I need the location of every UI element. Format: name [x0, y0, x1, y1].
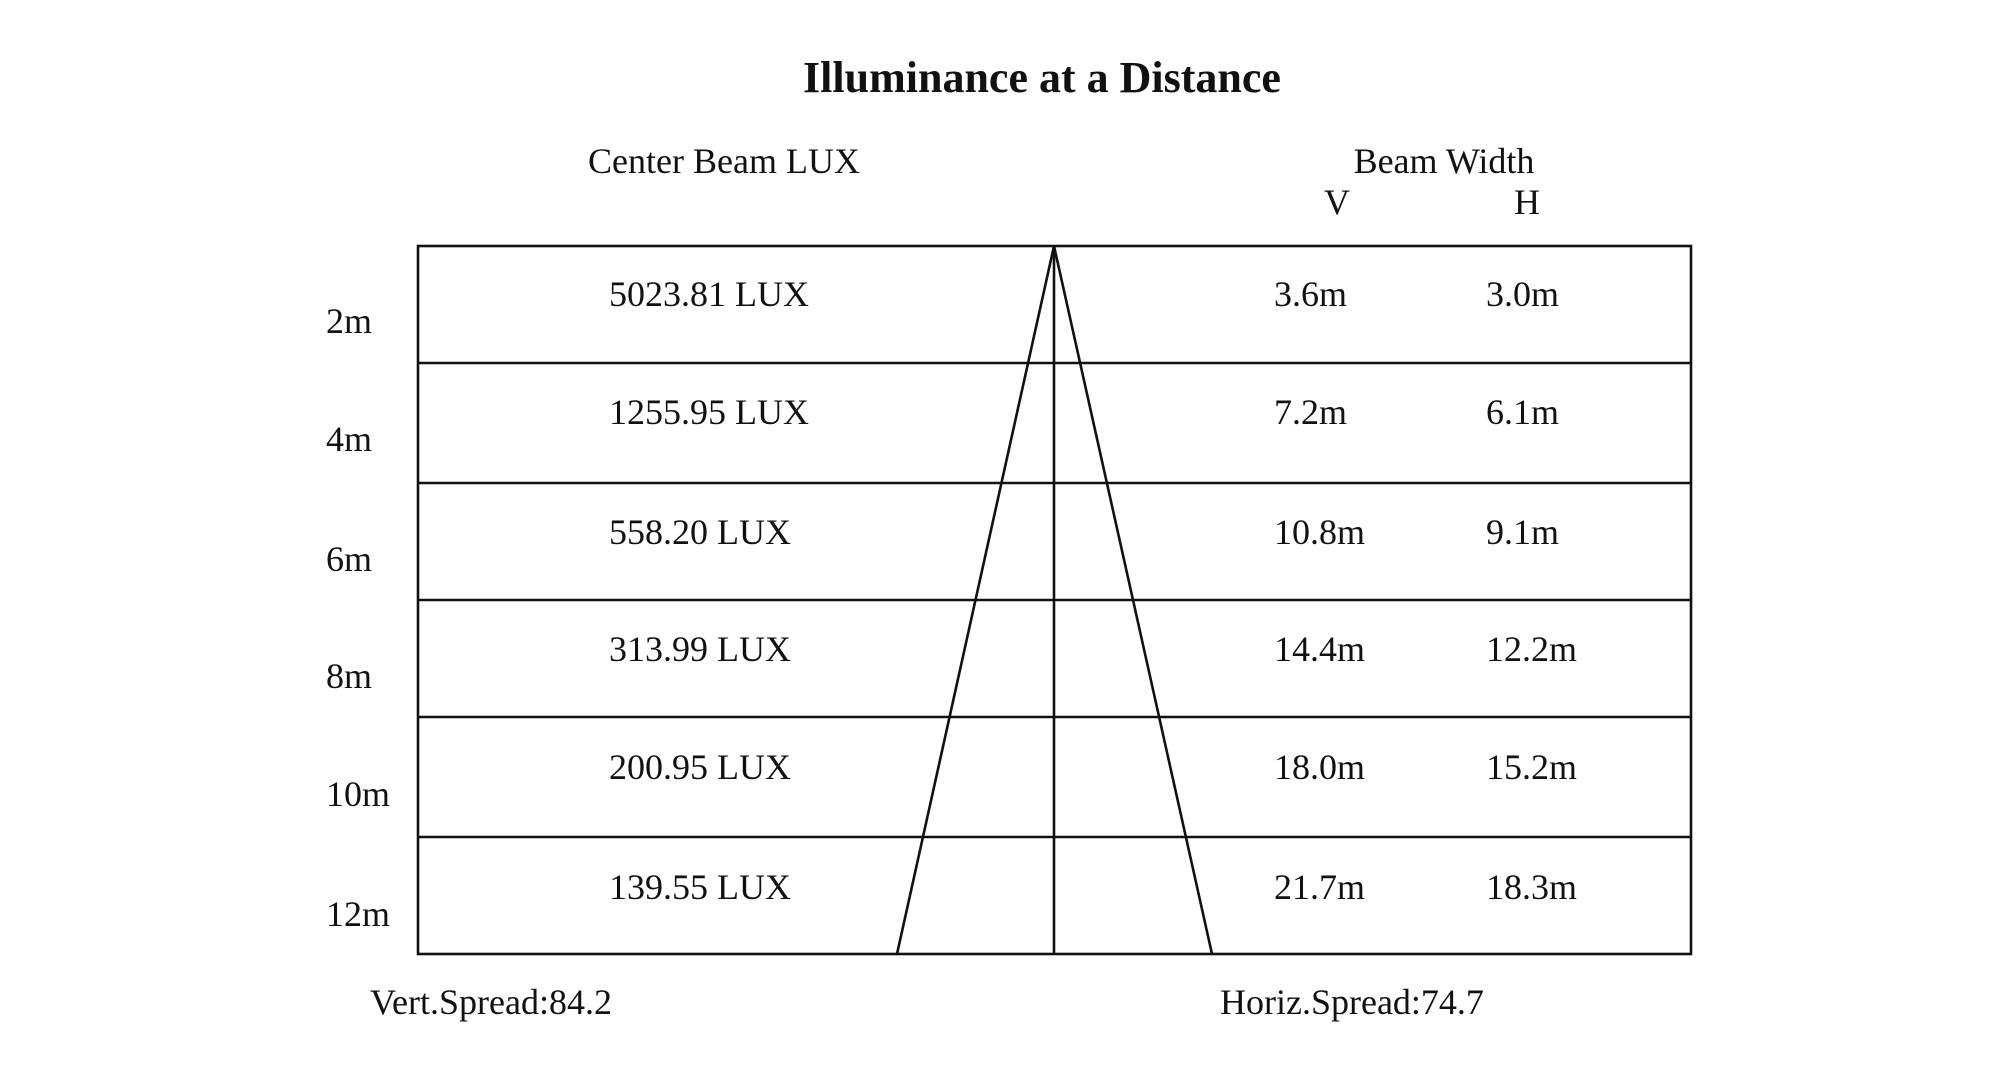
beam-width-v-value: 3.6m — [1274, 274, 1348, 314]
beam-width-header: Beam Width — [1353, 141, 1535, 181]
beam-width-h-value: 3.0m — [1486, 274, 1560, 314]
row-12m — [326, 867, 1577, 934]
beam-width-v-value: 7.2m — [1274, 392, 1348, 432]
beam-width-h-header: H — [1514, 182, 1540, 222]
beam-width-v-value: 10.8m — [1274, 512, 1366, 552]
center-beam-header: Center Beam LUX — [588, 141, 860, 181]
vert-spread-label: Vert.Spread:84.2 — [370, 982, 612, 1022]
beam-width-v-header: V — [1324, 182, 1350, 222]
diagram-title: Illuminance at a Distance — [803, 53, 1281, 102]
lux-value: 313.99 LUX — [609, 629, 791, 669]
beam-width-v-value: 14.4m — [1274, 629, 1366, 669]
lux-value: 139.55 LUX — [609, 867, 791, 907]
horiz-spread-label: Horiz.Spread:74.7 — [1220, 982, 1484, 1022]
distance-label: 10m — [326, 774, 391, 814]
beam-width-v-value: 21.7m — [1274, 867, 1366, 907]
beam-width-h-value: 15.2m — [1486, 747, 1578, 787]
distance-label: 12m — [326, 894, 391, 934]
table-grid — [418, 246, 1691, 954]
row-10m — [326, 747, 1577, 814]
row-8m — [326, 629, 1577, 696]
beam-width-h-value: 6.1m — [1486, 392, 1560, 432]
row-6m — [326, 512, 1559, 579]
row-2m — [326, 274, 1559, 341]
row-4m — [326, 392, 1559, 459]
lux-value: 1255.95 LUX — [609, 392, 809, 432]
distance-label: 8m — [326, 656, 373, 696]
beam-width-h-value: 18.3m — [1486, 867, 1578, 907]
lux-value: 558.20 LUX — [609, 512, 791, 552]
distance-label: 4m — [326, 419, 373, 459]
beam-width-v-value: 18.0m — [1274, 747, 1366, 787]
beam-width-h-value: 9.1m — [1486, 512, 1560, 552]
distance-label: 2m — [326, 301, 373, 341]
lux-value: 5023.81 LUX — [609, 274, 809, 314]
lux-value: 200.95 LUX — [609, 747, 791, 787]
distance-label: 6m — [326, 539, 373, 579]
beam-width-h-value: 12.2m — [1486, 629, 1578, 669]
